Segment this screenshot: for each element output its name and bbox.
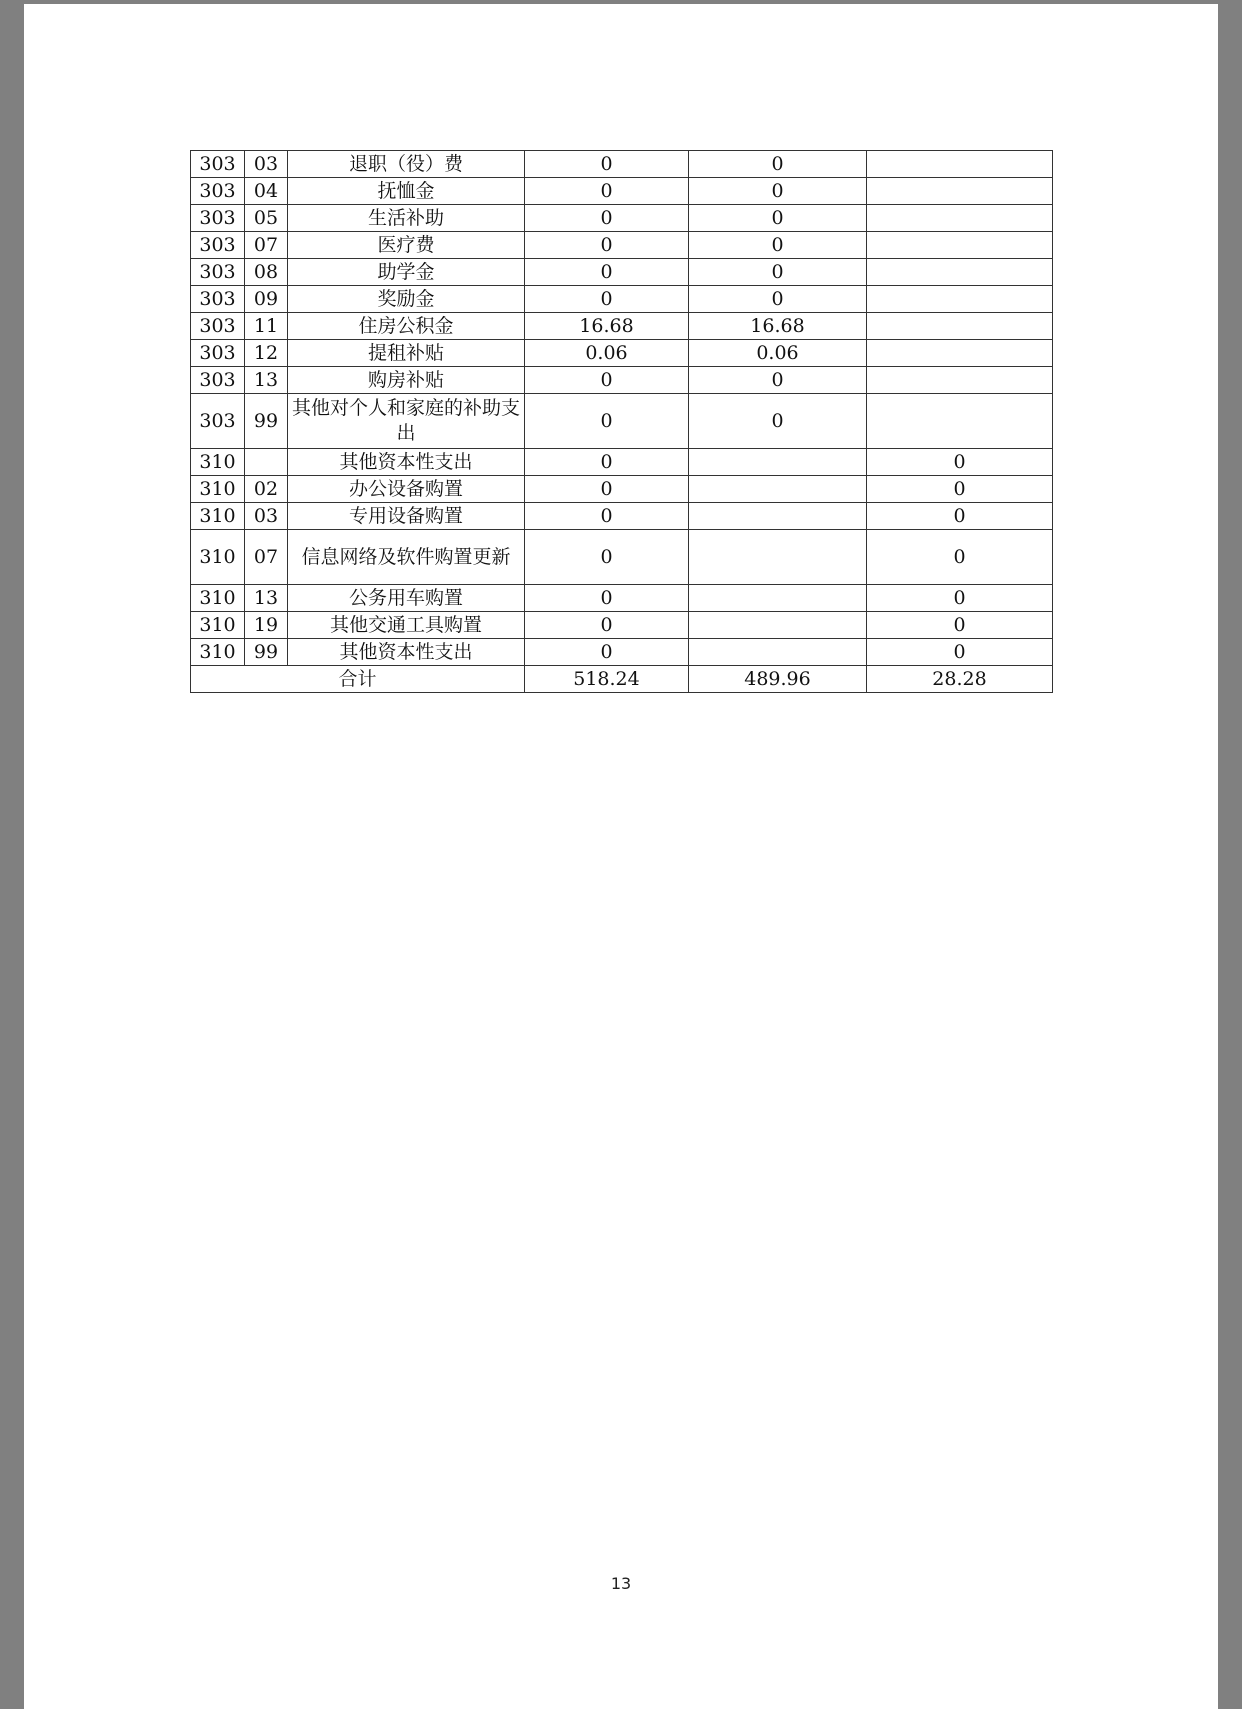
- class-code-cell: 303: [191, 259, 245, 286]
- project-expense-cell: 0: [867, 476, 1053, 503]
- item-code-cell: 03: [245, 503, 288, 530]
- item-code-cell: 13: [245, 367, 288, 394]
- table-row: [191, 449, 1053, 476]
- item-name-cell: 其他交通工具购置: [288, 612, 525, 639]
- basic-expense-cell: 0: [689, 205, 867, 232]
- project-expense-cell: 0: [867, 612, 1053, 639]
- project-expense-cell: [867, 340, 1053, 367]
- basic-expense-cell: [689, 503, 867, 530]
- item-code-cell: 11: [245, 313, 288, 340]
- total-amount-cell: 0.06: [525, 340, 689, 367]
- table-row: [191, 476, 1053, 503]
- basic-expense-cell: 0: [689, 286, 867, 313]
- table-row: [191, 151, 1053, 178]
- item-code-cell: 99: [245, 639, 288, 666]
- item-name-cell: 提租补贴: [288, 340, 525, 367]
- table-row: [191, 340, 1053, 367]
- total-amount-cell: 0: [525, 232, 689, 259]
- project-expense-cell: [867, 151, 1053, 178]
- project-expense-cell: [867, 313, 1053, 340]
- total-amount-cell: 0: [525, 367, 689, 394]
- total-amount-cell: 0: [525, 585, 689, 612]
- basic-expense-cell: [689, 476, 867, 503]
- total-amount-cell: 0: [525, 503, 689, 530]
- item-code-cell: 12: [245, 340, 288, 367]
- item-code-cell: 02: [245, 476, 288, 503]
- project-expense-cell: [867, 232, 1053, 259]
- total-amount-cell: 0: [525, 259, 689, 286]
- basic-expense-cell: 0: [689, 367, 867, 394]
- page-number: 13: [610, 1574, 632, 1593]
- class-code-cell: 310: [191, 530, 245, 585]
- item-code-cell: 99: [245, 394, 288, 449]
- item-name-cell: 购房补贴: [288, 367, 525, 394]
- project-expense-cell: 0: [867, 639, 1053, 666]
- class-code-cell: 310: [191, 585, 245, 612]
- item-name-cell: 其他对个人和家庭的补助支出: [288, 394, 525, 449]
- item-code-cell: [245, 449, 288, 476]
- class-code-cell: 303: [191, 178, 245, 205]
- table-row: [191, 394, 1053, 449]
- total-amount-cell: 0: [525, 476, 689, 503]
- item-name-cell: 生活补助: [288, 205, 525, 232]
- basic-expense-cell: [689, 585, 867, 612]
- item-name-cell: 住房公积金: [288, 313, 525, 340]
- total-amount-cell: 0: [525, 286, 689, 313]
- total-amount-cell: 0: [525, 449, 689, 476]
- class-code-cell: 303: [191, 340, 245, 367]
- table-row: [191, 503, 1053, 530]
- item-name-cell: 医疗费: [288, 232, 525, 259]
- class-code-cell: 310: [191, 449, 245, 476]
- basic-expense-cell: 16.68: [689, 313, 867, 340]
- item-code-cell: 04: [245, 178, 288, 205]
- item-code-cell: 09: [245, 286, 288, 313]
- class-code-cell: 303: [191, 286, 245, 313]
- table-row: [191, 530, 1053, 585]
- basic-expense-cell: [689, 612, 867, 639]
- table-body: [191, 151, 1053, 666]
- item-code-cell: 07: [245, 530, 288, 585]
- project-expense-cell: [867, 367, 1053, 394]
- basic-expense-cell: 0: [689, 394, 867, 449]
- total-basic: 489.96: [689, 666, 867, 693]
- table-row: [191, 585, 1053, 612]
- item-code-cell: 05: [245, 205, 288, 232]
- project-expense-cell: 0: [867, 449, 1053, 476]
- item-name-cell: 助学金: [288, 259, 525, 286]
- total-amount: 518.24: [525, 666, 689, 693]
- table-row: [191, 639, 1053, 666]
- item-name-cell: 其他资本性支出: [288, 449, 525, 476]
- basic-expense-cell: 0: [689, 151, 867, 178]
- item-code-cell: 03: [245, 151, 288, 178]
- class-code-cell: 303: [191, 232, 245, 259]
- class-code-cell: 303: [191, 151, 245, 178]
- class-code-cell: 310: [191, 612, 245, 639]
- project-expense-cell: 0: [867, 503, 1053, 530]
- project-expense-cell: [867, 205, 1053, 232]
- item-code-cell: 19: [245, 612, 288, 639]
- project-expense-cell: [867, 394, 1053, 449]
- total-amount-cell: 0: [525, 205, 689, 232]
- item-name-cell: 办公设备购置: [288, 476, 525, 503]
- class-code-cell: 303: [191, 313, 245, 340]
- table-row: [191, 286, 1053, 313]
- class-code-cell: 310: [191, 476, 245, 503]
- total-row: [191, 666, 1053, 693]
- class-code-cell: 310: [191, 503, 245, 530]
- total-amount-cell: 0: [525, 530, 689, 585]
- basic-expense-cell: 0: [689, 178, 867, 205]
- item-code-cell: 08: [245, 259, 288, 286]
- table-row: [191, 612, 1053, 639]
- total-amount-cell: 16.68: [525, 313, 689, 340]
- total-amount-cell: 0: [525, 151, 689, 178]
- item-name-cell: 公务用车购置: [288, 585, 525, 612]
- table-row: [191, 178, 1053, 205]
- total-label: 合计: [191, 666, 525, 693]
- basic-expense-cell: [689, 449, 867, 476]
- project-expense-cell: 0: [867, 585, 1053, 612]
- basic-expense-cell: [689, 639, 867, 666]
- item-name-cell: 其他资本性支出: [288, 639, 525, 666]
- class-code-cell: 303: [191, 367, 245, 394]
- item-code-cell: 13: [245, 585, 288, 612]
- item-code-cell: 07: [245, 232, 288, 259]
- project-expense-cell: [867, 286, 1053, 313]
- item-name-cell: 抚恤金: [288, 178, 525, 205]
- project-expense-cell: 0: [867, 530, 1053, 585]
- item-name-cell: 专用设备购置: [288, 503, 525, 530]
- table-row: [191, 367, 1053, 394]
- table-row: [191, 259, 1053, 286]
- expenditure-table: [190, 150, 1053, 693]
- total-amount-cell: 0: [525, 178, 689, 205]
- total-amount-cell: 0: [525, 639, 689, 666]
- document-page: [24, 4, 1218, 1709]
- table-row: [191, 232, 1053, 259]
- basic-expense-cell: [689, 530, 867, 585]
- table-row: [191, 313, 1053, 340]
- total-project: 28.28: [867, 666, 1053, 693]
- class-code-cell: 310: [191, 639, 245, 666]
- total-amount-cell: 0: [525, 612, 689, 639]
- basic-expense-cell: 0.06: [689, 340, 867, 367]
- project-expense-cell: [867, 259, 1053, 286]
- class-code-cell: 303: [191, 205, 245, 232]
- total-amount-cell: 0: [525, 394, 689, 449]
- basic-expense-cell: 0: [689, 232, 867, 259]
- item-name-cell: 信息网络及软件购置更新: [288, 530, 525, 585]
- project-expense-cell: [867, 178, 1053, 205]
- class-code-cell: 303: [191, 394, 245, 449]
- item-name-cell: 退职（役）费: [288, 151, 525, 178]
- table-row: [191, 205, 1053, 232]
- item-name-cell: 奖励金: [288, 286, 525, 313]
- basic-expense-cell: 0: [689, 259, 867, 286]
